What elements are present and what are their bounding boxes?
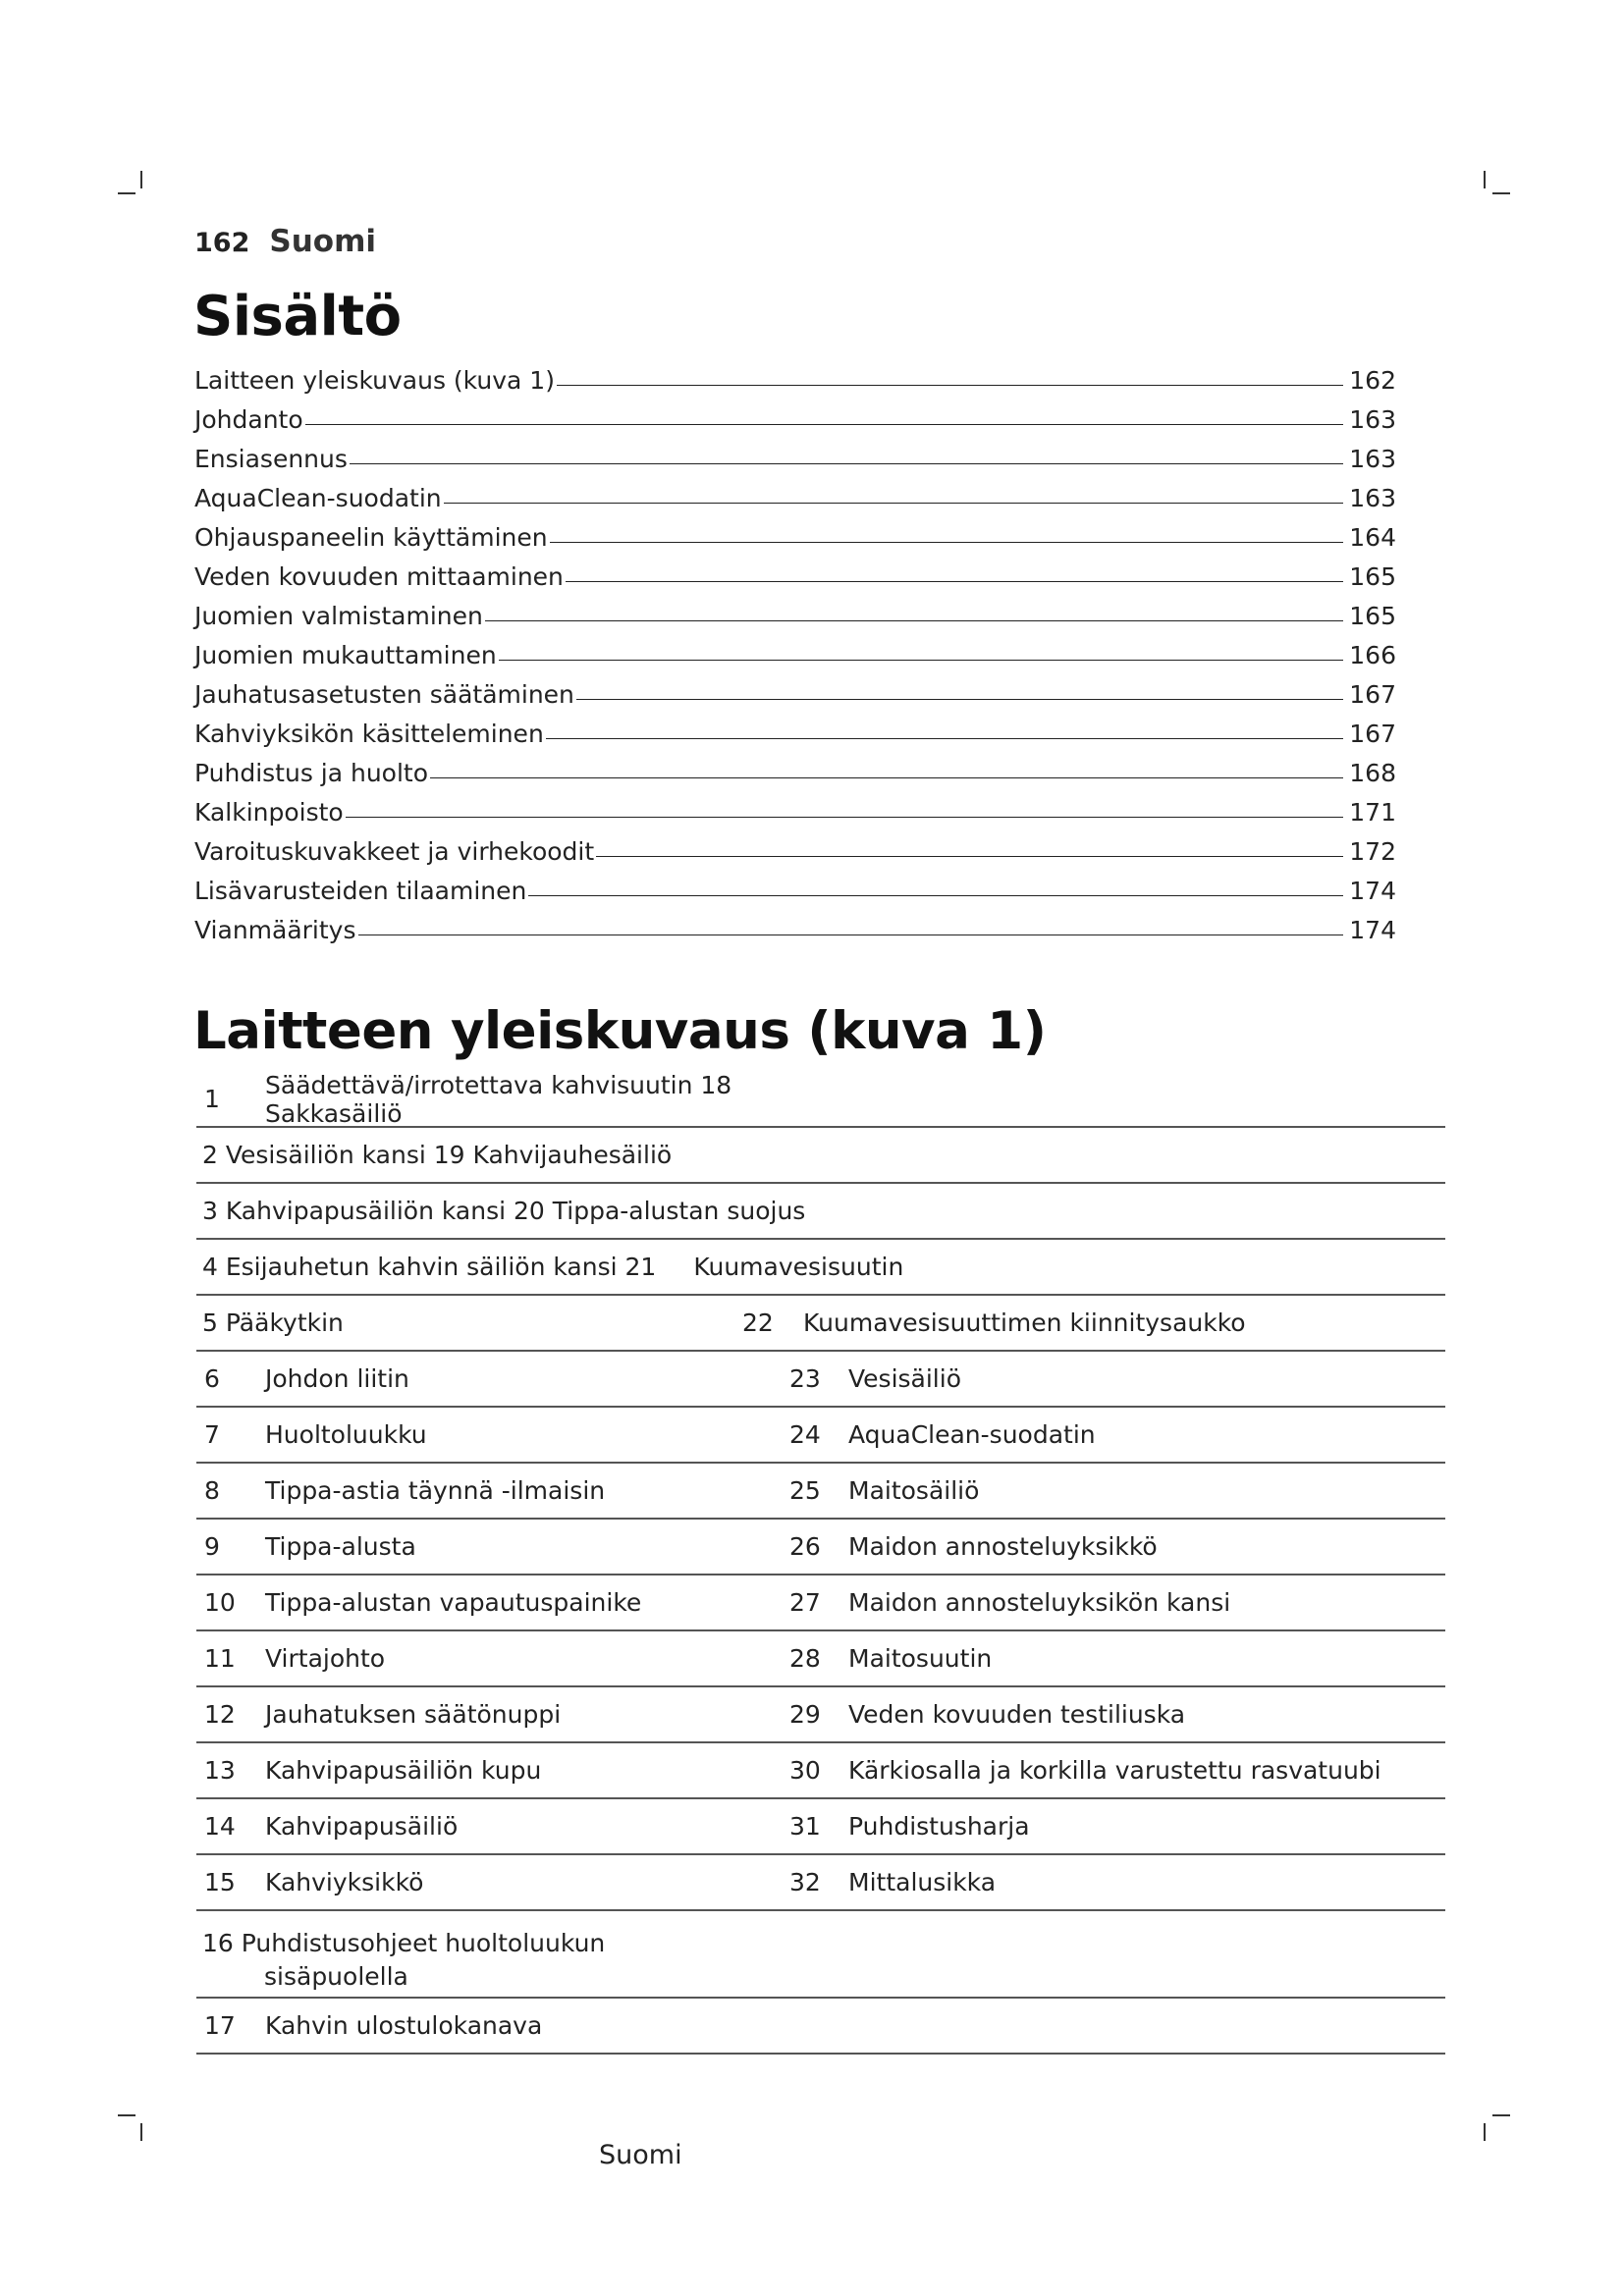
toc-entry-title: Johdanto <box>194 405 303 434</box>
part-number: 25 <box>789 1476 821 1505</box>
table-row <box>196 1799 1445 1855</box>
toc-leader <box>305 424 1344 425</box>
part-number: 11 <box>204 1644 236 1673</box>
toc-entry-title: Vianmääritys <box>194 916 356 944</box>
toc-entry[interactable] <box>194 473 1396 512</box>
part-label: Kärkiosalla ja korkilla varustettu rasvatuubi <box>848 1756 1381 1785</box>
crop-mark <box>1484 171 1486 188</box>
part-label: Mittalusikka <box>848 1868 997 1896</box>
part-label: Maidon annosteluyksikön kansi <box>848 1588 1231 1617</box>
toc-entry-title: Ensiasennus <box>194 445 348 473</box>
part-label: Kuumavesisuutin <box>693 1253 904 1281</box>
toc-leader <box>350 463 1343 464</box>
toc-entry-page: 164 <box>1349 523 1396 552</box>
toc-entry-title: Varoituskuvakkeet ja virhekoodit <box>194 837 595 866</box>
toc-entry-title: Kalkinpoisto <box>194 798 344 827</box>
toc-entry-title: Laitteen yleiskuvaus (kuva 1) <box>194 366 555 395</box>
crop-mark <box>118 192 135 194</box>
toc-leader <box>430 777 1343 778</box>
toc-leader <box>550 542 1344 543</box>
toc-leader <box>576 699 1343 700</box>
part-label: 5 Pääkytkin <box>202 1308 344 1337</box>
table-row <box>196 1128 1445 1184</box>
table-row <box>196 1855 1445 1911</box>
toc-entry[interactable] <box>194 827 1396 866</box>
part-label: Tippa-astia täynnä -ilmaisin <box>265 1476 606 1505</box>
crop-mark <box>140 2123 142 2141</box>
toc-entry-title: Veden kovuuden mittaaminen <box>194 562 564 591</box>
part-number: 30 <box>789 1756 821 1785</box>
toc-entry-title: Ohjauspaneelin käyttäminen <box>194 523 548 552</box>
toc-entry-page: 163 <box>1349 445 1396 473</box>
toc-leader <box>557 385 1343 386</box>
table-row <box>196 1296 1445 1352</box>
page-footer: Suomi <box>599 2140 682 2170</box>
part-number: 12 <box>204 1700 236 1729</box>
toc-entry[interactable] <box>194 355 1396 395</box>
part-number: 26 <box>789 1532 821 1561</box>
table-row <box>196 1520 1445 1575</box>
part-number: 23 <box>789 1364 821 1393</box>
toc-entry-page: 174 <box>1349 916 1396 944</box>
part-number: 32 <box>789 1868 821 1896</box>
part-number: 27 <box>789 1588 821 1617</box>
table-row <box>196 1999 1445 2055</box>
part-label: Puhdistusharja <box>848 1812 1030 1841</box>
crop-mark <box>1492 192 1510 194</box>
part-label: Kahvipapusäiliö <box>265 1812 459 1841</box>
header-language: Suomi <box>269 224 376 259</box>
toc-entry-page: 171 <box>1349 798 1396 827</box>
part-label: Veden kovuuden testiliuska <box>848 1700 1186 1729</box>
table-row <box>196 1631 1445 1687</box>
toc-entry-page: 162 <box>1349 366 1396 395</box>
toc-entry-page: 172 <box>1349 837 1396 866</box>
part-number: 17 <box>204 2011 236 2040</box>
part-number: 28 <box>789 1644 821 1673</box>
toc-entry[interactable] <box>194 395 1396 434</box>
toc-entry-page: 174 <box>1349 877 1396 905</box>
toc-leader <box>485 620 1343 621</box>
table-row <box>196 1575 1445 1631</box>
toc-entry[interactable] <box>194 552 1396 591</box>
part-number: 29 <box>789 1700 821 1729</box>
table-row <box>196 1911 1445 1999</box>
toc-entry-page: 165 <box>1349 602 1396 630</box>
part-number: 24 <box>789 1420 821 1449</box>
part-label: Maidon annosteluyksikkö <box>848 1532 1158 1561</box>
toc-title: Sisältö <box>193 285 402 348</box>
toc-entry[interactable] <box>194 709 1396 748</box>
toc-leader <box>346 817 1344 818</box>
toc-entry-page: 167 <box>1349 680 1396 709</box>
parts-table <box>196 1072 1445 2055</box>
toc-entry[interactable] <box>194 591 1396 630</box>
part-label: 2 Vesisäiliön kansi 19 Kahvijauhesäiliö <box>202 1141 673 1169</box>
crop-mark <box>118 2114 135 2116</box>
table-row <box>196 1352 1445 1408</box>
toc-entry-title: AquaClean-suodatin <box>194 484 442 512</box>
table-row <box>196 1408 1445 1464</box>
toc-leader <box>358 934 1344 935</box>
part-number: 1 <box>204 1085 220 1113</box>
toc-entry-title: Juomien valmistaminen <box>194 602 483 630</box>
part-number: 8 <box>204 1476 220 1505</box>
part-label: Virtajohto <box>265 1644 386 1673</box>
toc-entry[interactable] <box>194 787 1396 827</box>
page-header <box>194 224 376 259</box>
table-row <box>196 1743 1445 1799</box>
toc-leader <box>528 895 1343 896</box>
part-number: 6 <box>204 1364 220 1393</box>
part-label: 16 Puhdistusohjeet huoltoluukun <box>202 1929 606 1957</box>
overview-title: Laitteen yleiskuvaus (kuva 1) <box>193 1001 1047 1061</box>
part-label: Säädettävä/irrotettava kahvisuutin 18 Sakkasäiliö <box>265 1070 732 1128</box>
part-number: 14 <box>204 1812 236 1841</box>
part-label: 4 Esijauhetun kahvin säiliön kansi 21 <box>202 1253 657 1281</box>
toc-leader <box>444 503 1344 504</box>
toc-entry-title: Jauhatusasetusten säätäminen <box>194 680 574 709</box>
toc-entry[interactable] <box>194 669 1396 709</box>
toc-entry-page: 167 <box>1349 720 1396 748</box>
part-label: Maitosäiliö <box>848 1476 980 1505</box>
part-label: Kahviyksikkö <box>265 1868 424 1896</box>
part-label: Jauhatuksen säätönuppi <box>265 1700 562 1729</box>
toc-entry-title: Lisävarusteiden tilaaminen <box>194 877 527 905</box>
toc-entry-title: Juomien mukauttaminen <box>194 641 497 669</box>
part-label: Kuumavesisuuttimen kiinnitysaukko <box>803 1308 1246 1337</box>
part-number: 15 <box>204 1868 236 1896</box>
part-label: 3 Kahvipapusäiliön kansi 20 Tippa-alustan suojus <box>202 1197 806 1225</box>
toc-entry-page: 163 <box>1349 405 1396 434</box>
crop-mark <box>1492 2114 1510 2116</box>
toc-entry-page: 165 <box>1349 562 1396 591</box>
toc-entry[interactable] <box>194 748 1396 787</box>
toc-entry[interactable] <box>194 905 1396 944</box>
part-label: Tippa-alusta <box>265 1532 416 1561</box>
table-row <box>196 1072 1445 1128</box>
crop-mark <box>1484 2123 1486 2141</box>
toc-entry[interactable] <box>194 512 1396 552</box>
part-number: 9 <box>204 1532 220 1561</box>
toc-entry[interactable] <box>194 630 1396 669</box>
toc-entry-title: Puhdistus ja huolto <box>194 759 429 787</box>
page-number: 162 <box>194 228 250 258</box>
part-number: 22 <box>742 1308 774 1337</box>
part-number: 10 <box>204 1588 236 1617</box>
toc-entry[interactable] <box>194 866 1396 905</box>
toc-leader <box>566 581 1343 582</box>
table-row <box>196 1184 1445 1240</box>
table-of-contents <box>194 355 1396 944</box>
toc-entry-page: 166 <box>1349 641 1396 669</box>
part-label-continued: sisäpuolella <box>264 1962 408 1991</box>
toc-entry-title: Kahviyksikön käsitteleminen <box>194 720 544 748</box>
toc-leader <box>546 738 1343 739</box>
part-label: Vesisäiliö <box>848 1364 961 1393</box>
part-label: AquaClean-suodatin <box>848 1420 1096 1449</box>
toc-leader <box>596 856 1343 857</box>
toc-leader <box>499 660 1344 661</box>
toc-entry-page: 168 <box>1349 759 1396 787</box>
part-cell <box>202 1927 605 1994</box>
part-label: Kahvipapusäiliön kupu <box>265 1756 542 1785</box>
table-row <box>196 1687 1445 1743</box>
crop-mark <box>140 171 142 188</box>
part-label: Johdon liitin <box>265 1364 409 1393</box>
part-label: Kahvin ulostulokanava <box>265 2011 543 2040</box>
part-number: 31 <box>789 1812 821 1841</box>
toc-entry-page: 163 <box>1349 484 1396 512</box>
part-label: Maitosuutin <box>848 1644 993 1673</box>
table-row <box>196 1240 1445 1296</box>
toc-entry[interactable] <box>194 434 1396 473</box>
part-number: 7 <box>204 1420 220 1449</box>
part-label: Huoltoluukku <box>265 1420 427 1449</box>
part-number: 13 <box>204 1756 236 1785</box>
part-label: Tippa-alustan vapautuspainike <box>265 1588 642 1617</box>
table-row <box>196 1464 1445 1520</box>
